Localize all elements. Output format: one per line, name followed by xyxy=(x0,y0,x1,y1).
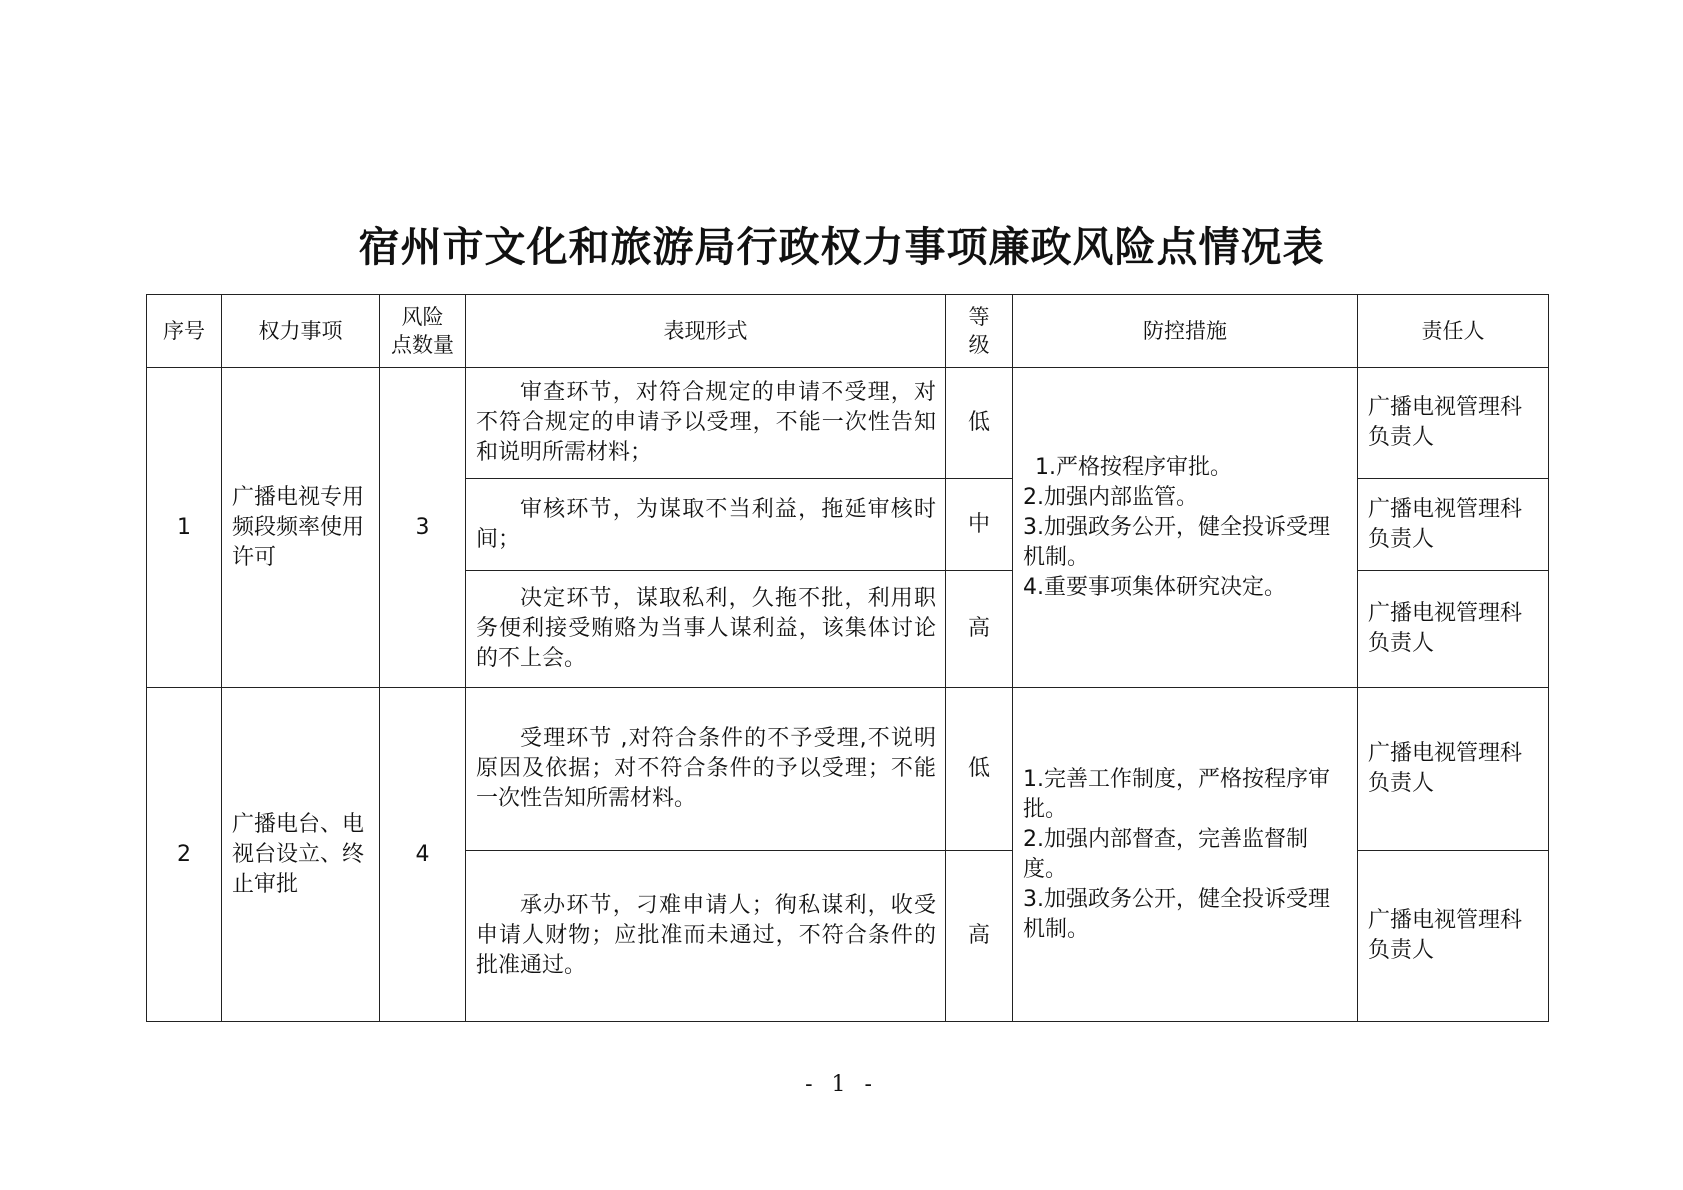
table-row xyxy=(147,368,1549,479)
header-person: 责任人 xyxy=(1358,295,1549,368)
header-seq: 序号 xyxy=(147,295,222,368)
row-item: 广播电视专用频段频率使用许可 xyxy=(222,368,380,688)
measure-item: 2.加强内部督查，完善监督制度。 xyxy=(1023,826,1308,882)
header-item: 权力事项 xyxy=(222,295,380,368)
risk-person: 广播电视管理科负责人 xyxy=(1358,479,1549,571)
risk-level: 高 xyxy=(946,571,1013,688)
header-measures: 防控措施 xyxy=(1013,295,1358,368)
risk-table xyxy=(146,294,1549,1022)
risk-form: 审查环节，对符合规定的申请不受理，对不符合规定的申请予以受理，不能一次性告知和说明所需材料； xyxy=(466,368,946,479)
measure-item: 3.加强政务公开，健全投诉受理机制。 xyxy=(1023,886,1330,942)
risk-level: 低 xyxy=(946,688,1013,851)
page-title: 宿州市文化和旅游局行政权力事项廉政风险点情况表 xyxy=(358,223,1325,271)
row-seq: 1 xyxy=(147,368,222,688)
risk-person: 广播电视管理科负责人 xyxy=(1358,571,1549,688)
row-count: 4 xyxy=(380,688,466,1022)
measure-item: 4.重要事项集体研究决定。 xyxy=(1023,574,1286,600)
row-count: 3 xyxy=(380,368,466,688)
risk-person: 广播电视管理科负责人 xyxy=(1358,851,1549,1022)
risk-person: 广播电视管理科负责人 xyxy=(1358,368,1549,479)
header-count: 风险 点数量 xyxy=(380,295,466,368)
table-row xyxy=(147,688,1549,851)
row-measures xyxy=(1013,688,1358,1022)
header-level: 等 级 xyxy=(946,295,1013,368)
risk-person: 广播电视管理科负责人 xyxy=(1358,688,1549,851)
row-seq: 2 xyxy=(147,688,222,1022)
header-form: 表现形式 xyxy=(466,295,946,368)
header-row xyxy=(147,295,1549,368)
measure-item: 1.完善工作制度，严格按程序审批。 xyxy=(1023,766,1330,822)
measure-item: 3.加强政务公开，健全投诉受理机制。 xyxy=(1023,514,1330,570)
row-measures xyxy=(1013,368,1358,688)
risk-level: 中 xyxy=(946,479,1013,571)
risk-form: 承办环节，刁难申请人；徇私谋利，收受申请人财物；应批准而未通过，不符合条件的批准通过。 xyxy=(466,851,946,1022)
risk-form: 受理环节 ,对符合条件的不予受理,不说明原因及依据；对不符合条件的予以受理；不能一次性告知所需材料。 xyxy=(466,688,946,851)
risk-level: 低 xyxy=(946,368,1013,479)
page-number: - 1 - xyxy=(805,1072,878,1097)
row-item: 广播电台、电视台设立、终止审批 xyxy=(222,688,380,1022)
risk-form: 审核环节，为谋取不当利益，拖延审核时间； xyxy=(466,479,946,571)
risk-level: 高 xyxy=(946,851,1013,1022)
measure-item: 2.加强内部监管。 xyxy=(1023,484,1198,510)
risk-form: 决定环节，谋取私利，久拖不批，利用职务便利接受贿赂为当事人谋利益，该集体讨论的不上会。 xyxy=(466,571,946,688)
measure-item: 1.严格按程序审批。 xyxy=(1035,454,1232,480)
